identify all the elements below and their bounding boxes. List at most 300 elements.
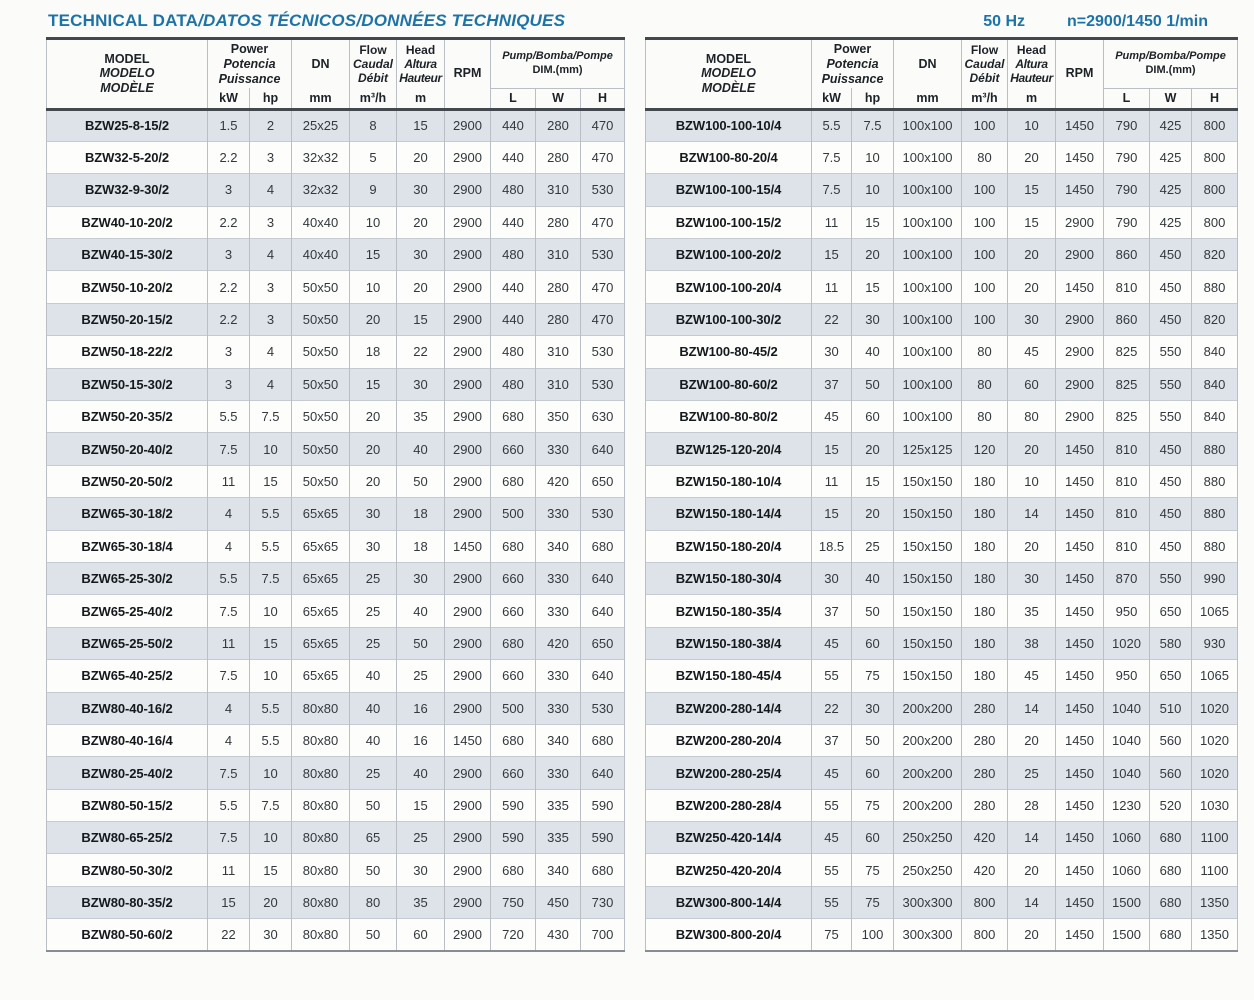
cell-flow: 20 [350,303,397,335]
cell-power-hp: 7.5 [852,109,894,141]
table-row [47,530,625,562]
cell-head: 14 [1008,886,1056,918]
cell-model: BZW100-80-80/2 [646,401,812,433]
cell-head: 30 [1008,562,1056,594]
cell-dim-l: 1040 [1104,757,1150,789]
cell-flow: 10 [350,206,397,238]
cell-rpm: 2900 [445,368,491,400]
cell-power-hp: 30 [852,303,894,335]
cell-model: BZW65-25-30/2 [47,562,208,594]
cell-rpm: 1450 [1056,854,1104,886]
cell-flow: 800 [962,886,1008,918]
cell-head: 15 [1008,206,1056,238]
cell-flow: 20 [350,465,397,497]
header-power-fr: Puissance [821,71,884,86]
cell-dim-h: 1030 [1192,789,1238,821]
cell-dn: 50x50 [292,303,350,335]
cell-flow: 180 [962,660,1008,692]
cell-dim-w: 450 [1150,271,1192,303]
right-spec-table [645,37,1238,952]
cell-power-hp: 7.5 [250,789,292,821]
cell-dn: 65x65 [292,595,350,627]
table-row [646,854,1238,886]
cell-head: 50 [397,465,445,497]
cell-dim-w: 510 [1150,692,1192,724]
table-row [646,271,1238,303]
cell-dim-w: 450 [1150,498,1192,530]
cell-power-hp: 3 [250,271,292,303]
cell-power-hp: 30 [852,692,894,724]
frequency-block [983,13,1208,31]
header-model-en: MODEL [104,51,150,66]
header-dn-label: DN [311,56,330,71]
cell-flow: 420 [962,822,1008,854]
cell-power-kw: 22 [208,919,250,951]
page-title-en: TECHNICAL DATA [48,11,199,30]
cell-head: 30 [397,854,445,886]
cell-model: BZW32-5-20/2 [47,141,208,173]
cell-flow: 100 [962,239,1008,271]
right-table-body [646,109,1238,951]
cell-dn: 100x100 [894,336,962,368]
cell-rpm: 1450 [1056,433,1104,465]
cell-power-kw: 7.5 [812,174,852,206]
cell-head: 20 [1008,724,1056,756]
cell-dim-h: 1065 [1192,660,1238,692]
left-table-header [47,39,625,110]
table-row [646,660,1238,692]
cell-flow: 100 [962,271,1008,303]
header-model-en: MODEL [705,51,752,66]
cell-rpm: 1450 [1056,822,1104,854]
cell-rpm: 1450 [445,530,491,562]
cell-power-kw: 11 [208,627,250,659]
cell-dim-h: 680 [581,530,625,562]
cell-flow: 180 [962,530,1008,562]
cell-dim-l: 660 [491,595,536,627]
table-row [47,724,625,756]
cell-power-hp: 50 [852,724,894,756]
cell-dn: 200x200 [894,724,962,756]
header-head [397,39,445,89]
cell-head: 15 [397,303,445,335]
cell-dn: 150x150 [894,627,962,659]
header-rpm-label: RPM [1065,66,1094,81]
cell-power-hp: 25 [852,530,894,562]
cell-model: BZW80-40-16/4 [47,724,208,756]
cell-dim-h: 1350 [1192,919,1238,951]
cell-power-hp: 5.5 [250,692,292,724]
cell-rpm: 1450 [1056,692,1104,724]
cell-flow: 25 [350,595,397,627]
cell-flow: 80 [962,141,1008,173]
cell-power-kw: 2.2 [208,206,250,238]
cell-model: BZW150-180-10/4 [646,465,812,497]
cell-dn: 300x300 [894,919,962,951]
cell-power-hp: 40 [852,562,894,594]
cell-model: BZW150-180-45/4 [646,660,812,692]
cell-dn: 40x40 [292,239,350,271]
cell-dim-w: 280 [536,303,581,335]
cell-flow: 180 [962,595,1008,627]
cell-dim-h: 470 [581,141,625,173]
cell-dim-h: 640 [581,433,625,465]
cell-power-kw: 3 [208,368,250,400]
cell-head: 20 [1008,239,1056,271]
cell-dim-l: 810 [1104,465,1150,497]
cell-dim-w: 280 [536,109,581,141]
table-row [646,595,1238,627]
cell-power-hp: 75 [852,660,894,692]
cell-head: 15 [1008,174,1056,206]
cell-dn: 100x100 [894,401,962,433]
table-row [646,822,1238,854]
cell-dn: 150x150 [894,530,962,562]
cell-model: BZW250-420-20/4 [646,854,812,886]
cell-dim-w: 450 [1150,303,1192,335]
title-row [0,0,1254,35]
cell-flow: 20 [350,433,397,465]
table-row [47,789,625,821]
cell-power-kw: 3 [208,239,250,271]
cell-rpm: 1450 [1056,757,1104,789]
cell-flow: 100 [962,303,1008,335]
cell-rpm: 1450 [1056,627,1104,659]
unit-dim-h: H [1192,88,1238,109]
cell-head: 15 [397,109,445,141]
cell-dim-l: 1060 [1104,822,1150,854]
cell-power-kw: 22 [812,303,852,335]
cell-dim-l: 440 [491,141,536,173]
table-row [646,757,1238,789]
cell-dim-l: 810 [1104,498,1150,530]
cell-rpm: 2900 [445,174,491,206]
cell-model: BZW150-180-38/4 [646,627,812,659]
cell-power-hp: 15 [250,465,292,497]
header-flow [350,39,397,89]
table-row [646,627,1238,659]
cell-rpm: 2900 [445,239,491,271]
cell-dn: 50x50 [292,433,350,465]
table-row [646,141,1238,173]
cell-dim-w: 310 [536,174,581,206]
cell-model: BZW100-100-20/4 [646,271,812,303]
table-row [47,886,625,918]
cell-dim-w: 335 [536,789,581,821]
cell-dim-h: 800 [1192,206,1238,238]
cell-dim-l: 680 [491,530,536,562]
table-row [47,692,625,724]
cell-dn: 100x100 [894,239,962,271]
header-power-fr: Puissance [218,71,281,86]
table-row [47,822,625,854]
cell-head: 16 [397,692,445,724]
unit-flow-m3h: m³/h [962,88,1008,109]
header-rpm-label: RPM [453,66,482,81]
table-row [47,660,625,692]
unit-dim-l: L [1104,88,1150,109]
cell-dim-l: 825 [1104,368,1150,400]
cell-power-hp: 50 [852,368,894,400]
table-row [646,562,1238,594]
unit-dn-mm: mm [894,88,962,109]
unit-dim-w: W [1150,88,1192,109]
cell-dim-l: 790 [1104,109,1150,141]
cell-model: BZW100-100-15/2 [646,206,812,238]
cell-power-kw: 11 [812,271,852,303]
cell-dim-l: 1500 [1104,919,1150,951]
cell-rpm: 2900 [445,271,491,303]
cell-head: 20 [397,206,445,238]
cell-head: 20 [1008,271,1056,303]
cell-rpm: 1450 [1056,141,1104,173]
cell-model: BZW200-280-25/4 [646,757,812,789]
right-table-header [646,39,1238,110]
cell-rpm: 2900 [445,919,491,951]
cell-head: 30 [397,368,445,400]
cell-rpm: 2900 [445,109,491,141]
cell-dim-h: 530 [581,239,625,271]
cell-dim-h: 1100 [1192,854,1238,886]
cell-dim-w: 425 [1150,174,1192,206]
cell-flow: 15 [350,239,397,271]
cell-head: 35 [397,401,445,433]
table-row [646,465,1238,497]
cell-head: 20 [397,141,445,173]
cell-dim-l: 680 [491,465,536,497]
cell-power-hp: 4 [250,336,292,368]
cell-model: BZW50-10-20/2 [47,271,208,303]
cell-rpm: 1450 [1056,789,1104,821]
cell-power-hp: 5.5 [250,498,292,530]
cell-model: BZW80-25-40/2 [47,757,208,789]
cell-dim-w: 330 [536,498,581,530]
cell-dn: 80x80 [292,692,350,724]
cell-power-kw: 2.2 [208,271,250,303]
cell-dn: 32x32 [292,174,350,206]
unit-flow-m3h: m³/h [350,88,397,109]
table-row [47,595,625,627]
header-flow-fr: Débit [358,71,388,86]
cell-head: 22 [397,336,445,368]
cell-flow: 120 [962,433,1008,465]
cell-dn: 100x100 [894,368,962,400]
cell-dim-l: 680 [491,724,536,756]
cell-dim-l: 825 [1104,401,1150,433]
cell-dim-w: 450 [1150,530,1192,562]
cell-dim-l: 870 [1104,562,1150,594]
cell-rpm: 2900 [445,595,491,627]
cell-flow: 18 [350,336,397,368]
cell-model: BZW200-280-14/4 [646,692,812,724]
cell-model: BZW300-800-20/4 [646,919,812,951]
cell-power-hp: 75 [852,854,894,886]
cell-dim-h: 640 [581,660,625,692]
cell-flow: 5 [350,141,397,173]
cell-dn: 32x32 [292,141,350,173]
cell-dim-l: 950 [1104,660,1150,692]
cell-dim-w: 550 [1150,401,1192,433]
cell-dim-h: 880 [1192,433,1238,465]
cell-head: 35 [1008,595,1056,627]
cell-dim-l: 790 [1104,206,1150,238]
header-model-fr: MODÈLE [701,81,756,96]
cell-power-hp: 5.5 [250,530,292,562]
cell-dim-l: 660 [491,562,536,594]
cell-power-hp: 10 [852,141,894,173]
cell-power-hp: 10 [852,174,894,206]
cell-model: BZW40-15-30/2 [47,239,208,271]
cell-dim-h: 650 [581,465,625,497]
cell-head: 20 [1008,919,1056,951]
unit-dim-h: H [581,88,625,109]
cell-head: 10 [1008,109,1056,141]
cell-dim-h: 800 [1192,174,1238,206]
page-title-intl: /DATOS TÉCNICOS/DONNÉES TECHNIQUES [198,11,566,30]
cell-dn: 250x250 [894,822,962,854]
table-row [646,336,1238,368]
cell-flow: 180 [962,465,1008,497]
cell-power-kw: 2.2 [208,303,250,335]
header-head-es: Altura [1015,57,1048,72]
cell-dn: 50x50 [292,271,350,303]
cell-head: 38 [1008,627,1056,659]
cell-dim-l: 660 [491,433,536,465]
cell-dim-w: 560 [1150,724,1192,756]
cell-flow: 280 [962,724,1008,756]
header-rpm [1056,39,1104,110]
cell-model: BZW50-20-40/2 [47,433,208,465]
cell-model: BZW80-40-16/2 [47,692,208,724]
cell-model: BZW150-180-14/4 [646,498,812,530]
cell-power-kw: 1.5 [208,109,250,141]
cell-dn: 80x80 [292,724,350,756]
header-flow-es: Caudal [352,57,393,72]
cell-dn: 65x65 [292,660,350,692]
table-row [646,303,1238,335]
cell-head: 20 [1008,141,1056,173]
cell-dn: 150x150 [894,465,962,497]
cell-rpm: 2900 [445,303,491,335]
cell-dim-h: 470 [581,303,625,335]
cell-power-hp: 3 [250,303,292,335]
cell-rpm: 1450 [1056,109,1104,141]
cell-dim-h: 530 [581,498,625,530]
cell-dim-w: 350 [536,401,581,433]
cell-flow: 800 [962,919,1008,951]
table-row [47,141,625,173]
cell-dim-h: 840 [1192,368,1238,400]
table-row [646,174,1238,206]
cell-power-kw: 7.5 [208,433,250,465]
cell-head: 30 [397,562,445,594]
table-row [47,562,625,594]
cell-power-hp: 60 [852,822,894,854]
cell-rpm: 2900 [1056,401,1104,433]
cell-dim-l: 680 [491,854,536,886]
cell-dim-h: 630 [581,401,625,433]
cell-rpm: 2900 [445,498,491,530]
header-dn [894,39,962,89]
table-row [646,724,1238,756]
cell-head: 60 [397,919,445,951]
cell-power-kw: 18.5 [812,530,852,562]
table-row [47,465,625,497]
header-flow-es: Caudal [964,57,1005,72]
cell-dim-h: 800 [1192,141,1238,173]
cell-dim-l: 1230 [1104,789,1150,821]
cell-power-kw: 5.5 [208,789,250,821]
unit-head-m: m [397,88,445,109]
cell-rpm: 1450 [1056,465,1104,497]
table-row [47,206,625,238]
cell-power-kw: 45 [812,822,852,854]
cell-power-kw: 2.2 [208,141,250,173]
cell-flow: 100 [962,174,1008,206]
cell-model: BZW150-180-35/4 [646,595,812,627]
cell-head: 28 [1008,789,1056,821]
cell-power-hp: 60 [852,627,894,659]
cell-flow: 8 [350,109,397,141]
cell-dim-h: 650 [581,627,625,659]
header-dim-line2: DIM.(mm) [1145,64,1196,77]
cell-power-kw: 55 [812,789,852,821]
cell-head: 14 [1008,692,1056,724]
table-row [646,206,1238,238]
cell-rpm: 2900 [445,692,491,724]
cell-dim-l: 1500 [1104,886,1150,918]
cell-power-hp: 30 [250,919,292,951]
cell-model: BZW300-800-14/4 [646,886,812,918]
cell-dim-h: 1065 [1192,595,1238,627]
cell-power-hp: 3 [250,141,292,173]
table-row [47,498,625,530]
cell-dim-h: 990 [1192,562,1238,594]
cell-dim-h: 820 [1192,239,1238,271]
cell-dim-w: 420 [536,627,581,659]
cell-power-kw: 7.5 [208,660,250,692]
cell-dim-l: 440 [491,206,536,238]
cell-power-kw: 15 [812,498,852,530]
cell-flow: 9 [350,174,397,206]
header-flow-fr: Débit [969,71,1000,86]
cell-power-kw: 4 [208,498,250,530]
cell-model: BZW100-80-45/2 [646,336,812,368]
cell-model: BZW100-80-60/2 [646,368,812,400]
cell-dim-h: 470 [581,109,625,141]
cell-dim-h: 1100 [1192,822,1238,854]
cell-power-kw: 11 [208,854,250,886]
cell-power-kw: 7.5 [208,822,250,854]
cell-dim-h: 680 [581,854,625,886]
cell-dim-w: 310 [536,336,581,368]
cell-model: BZW50-20-15/2 [47,303,208,335]
cell-rpm: 1450 [1056,562,1104,594]
cell-flow: 180 [962,498,1008,530]
cell-dn: 150x150 [894,595,962,627]
cell-power-kw: 5.5 [208,562,250,594]
cell-model: BZW80-50-60/2 [47,919,208,951]
cell-dim-w: 650 [1150,595,1192,627]
cell-dim-l: 440 [491,109,536,141]
cell-flow: 80 [350,886,397,918]
header-power [812,39,894,89]
cell-model: BZW80-80-35/2 [47,886,208,918]
table-row [646,886,1238,918]
cell-head: 45 [1008,336,1056,368]
unit-hp: hp [852,88,894,109]
cell-dim-h: 730 [581,886,625,918]
